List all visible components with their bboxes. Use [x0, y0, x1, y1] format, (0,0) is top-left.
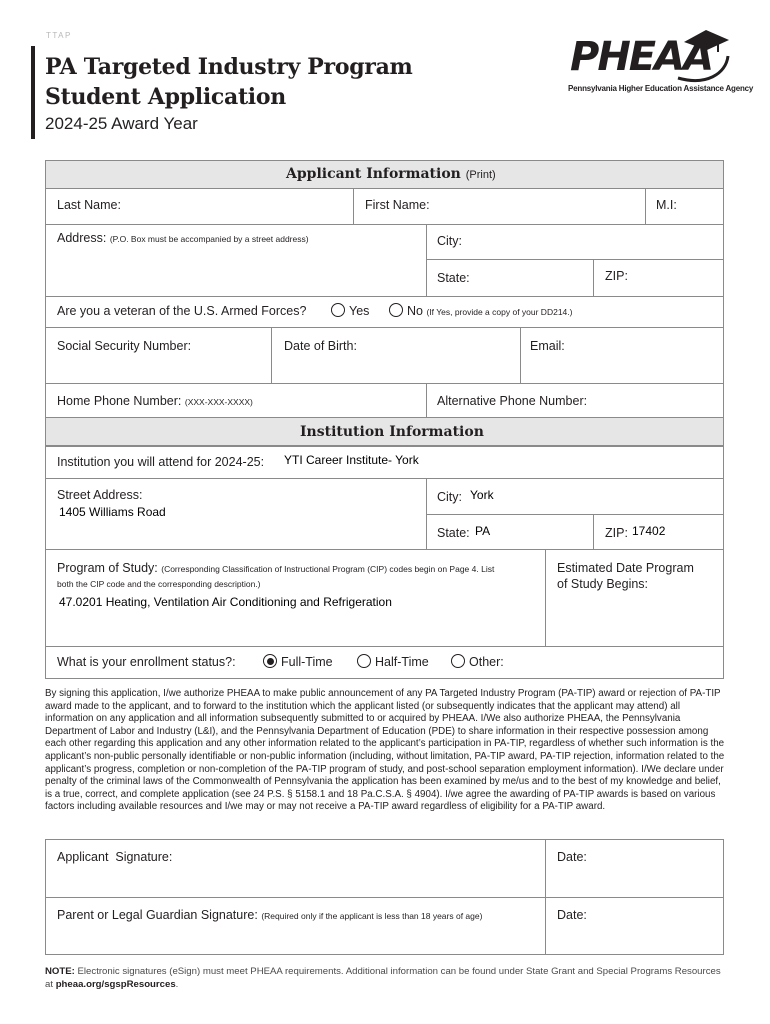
- email-field[interactable]: Email:: [530, 339, 565, 353]
- radio-button[interactable]: [389, 303, 403, 317]
- ssn-field[interactable]: Social Security Number:: [57, 339, 192, 353]
- applicant-signature-field[interactable]: Applicant Signature:: [57, 850, 173, 864]
- other-label: Other:: [469, 655, 504, 669]
- guardian-signature-label: Parent or Legal Guardian Signature:: [57, 908, 258, 922]
- radio-button[interactable]: [357, 654, 371, 668]
- est-date-label-1: Estimated Date Program: [557, 561, 694, 575]
- title-accent-bar: [31, 46, 35, 139]
- guardian-date-field[interactable]: Date:: [557, 908, 587, 922]
- address-label: Address:: [57, 231, 107, 245]
- last-name-field[interactable]: Last Name:: [57, 198, 121, 212]
- footer-end: .: [175, 979, 179, 990]
- column-divider: [593, 514, 594, 549]
- applicant-heading-text: Applicant Information: [286, 166, 461, 182]
- column-divider: [520, 327, 521, 383]
- institution-attend-label: Institution you will attend for 2024-25:: [57, 455, 265, 469]
- form-title-line-2: Student Application: [45, 84, 286, 110]
- other-option[interactable]: [451, 654, 504, 669]
- institution-heading: Institution Information: [300, 424, 484, 440]
- column-divider: [426, 224, 427, 296]
- column-divider: [353, 189, 354, 224]
- address-field[interactable]: [57, 231, 309, 245]
- column-divider: [271, 327, 272, 383]
- footer-note: [45, 965, 727, 991]
- row-divider: [426, 514, 724, 515]
- applicant-heading-note: (Print): [465, 169, 496, 181]
- pheaa-logo: [566, 28, 754, 98]
- address-note: (P.O. Box must be accompanied by a street address): [109, 234, 309, 244]
- state-field[interactable]: State:: [437, 271, 470, 285]
- zip-field[interactable]: ZIP:: [605, 269, 628, 283]
- applicant-heading: [286, 166, 496, 182]
- column-divider: [426, 383, 427, 417]
- institution-state-label: State:: [437, 526, 470, 540]
- alt-phone-field[interactable]: Alternative Phone Number:: [437, 394, 588, 408]
- row-divider: [45, 897, 724, 898]
- institution-zip-value[interactable]: 17402: [632, 524, 666, 538]
- veteran-yes-option[interactable]: [331, 303, 369, 318]
- full-time-label: Full-Time: [281, 655, 333, 669]
- program-of-study-label: [57, 561, 494, 575]
- column-divider: [545, 839, 546, 955]
- row-divider: [45, 327, 724, 328]
- form-title: [45, 52, 413, 112]
- program-note-1: (Corresponding Classification of Instructional Program (CIP) codes begin on Page 4. List: [161, 564, 495, 574]
- row-divider: [45, 478, 724, 479]
- row-divider: [426, 259, 724, 260]
- row-divider: [45, 224, 724, 225]
- guardian-signature-field[interactable]: [57, 908, 482, 922]
- footer-note-text: Electronic signatures (eSign) must meet PHEAA requirements. Additional information can be found under State Grant and Special Programs Resources at: [45, 966, 721, 990]
- row-divider: [45, 549, 724, 550]
- est-date-label-2: of Study Begins:: [557, 577, 649, 591]
- full-time-option[interactable]: [263, 654, 333, 669]
- footer-note-label: NOTE:: [45, 966, 75, 977]
- institution-city-label: City:: [437, 490, 462, 504]
- city-field[interactable]: City:: [437, 234, 462, 248]
- radio-button[interactable]: [451, 654, 465, 668]
- form-title-line-1: PA Targeted Industry Program: [45, 54, 413, 80]
- program-note-2: both the CIP code and the corresponding description.): [57, 579, 261, 589]
- program-of-study-value[interactable]: 47.0201 Heating, Ventilation Air Conditioning and Refrigeration: [59, 595, 392, 609]
- enrollment-question: What is your enrollment status?:: [57, 655, 236, 669]
- street-address-value[interactable]: 1405 Williams Road: [59, 505, 166, 519]
- radio-button[interactable]: [331, 303, 345, 317]
- form-code: TTAP: [46, 31, 72, 40]
- row-divider: [45, 646, 724, 647]
- column-divider: [593, 259, 594, 296]
- half-time-option[interactable]: [357, 654, 429, 669]
- dob-field[interactable]: Date of Birth:: [284, 339, 357, 353]
- veteran-no-label: No: [407, 304, 423, 318]
- home-phone-field[interactable]: [57, 394, 253, 408]
- institution-zip-label: ZIP:: [605, 526, 628, 540]
- veteran-yes-label: Yes: [349, 304, 370, 318]
- institution-attend-value[interactable]: YTI Career Institute- York: [284, 453, 419, 467]
- first-name-field[interactable]: First Name:: [365, 198, 430, 212]
- program-label: Program of Study:: [57, 561, 158, 575]
- veteran-no-option[interactable]: [389, 303, 572, 318]
- authorization-statement: By signing this application, I/we authorize PHEAA to make public announcement of any PA Targeted Industry Program (PA-TIP) award or rejection of PA-TIP award made to the applicant, and to forward to the institution which the applicant listed (or subsequently indicates that the applicant may attend) all information on any application and all information subsequently submitted to or acquired by PHEAA. I/We also authorize PHEAA, the Pennsylvania Department of Labor and Industry (L&I), and the Pennsylvania Department of Education (PDE) to share information in their respective possession among each other regarding this application and any other information related to the applicant’s participation in PA-TIP, regardless of whether such information is the applicant’s non-public personally identifiable or non-public information (including, without limitation, PA-TIP award, PA-TIP rejection, information related to the applicant’s progress, completion or non-completion of the PA-TIP program of study, and post-school separation employment information). I/We declare under penalty of the criminal laws of the Commonwealth of Pennsylvania the application has been examined by me/us and to the best of my knowledge and belief, is a true, correct, and complete application (see 24 P.S. § 5158.1 and 18 Pa.C.S.A. § 4904). I/we agree the awarding of PA-TIP awards is based on various factors including available resources and I/we may or may not receive a PA-TIP award regardless of eligibility for a PA-TIP award.: [45, 688, 725, 813]
- radio-button-selected[interactable]: [263, 654, 277, 668]
- row-divider: [45, 296, 724, 297]
- half-time-label: Half-Time: [375, 655, 429, 669]
- middle-initial-field[interactable]: M.I:: [656, 198, 677, 212]
- award-year: 2024-25 Award Year: [45, 114, 198, 133]
- institution-city-value[interactable]: York: [470, 488, 494, 502]
- home-phone-note: (XXX-XXX-XXXX): [184, 397, 253, 407]
- home-phone-label: Home Phone Number:: [57, 394, 182, 408]
- column-divider: [645, 189, 646, 224]
- veteran-note: (If Yes, provide a copy of your DD214.): [426, 307, 573, 317]
- logo-wordmark: PHEAA: [570, 34, 713, 80]
- resources-link[interactable]: pheaa.org/sgspResources: [55, 979, 176, 990]
- guardian-note: (Required only if the applicant is less than 18 years of age): [261, 911, 483, 921]
- veteran-question: Are you a veteran of the U.S. Armed Forces?: [57, 304, 307, 318]
- row-divider: [45, 383, 724, 384]
- applicant-date-field[interactable]: Date:: [557, 850, 587, 864]
- institution-state-value[interactable]: PA: [475, 524, 491, 538]
- column-divider: [545, 549, 546, 646]
- street-address-label: Street Address:: [57, 488, 143, 502]
- logo-subtitle: Pennsylvania Higher Education Assistance Agency: [568, 84, 754, 93]
